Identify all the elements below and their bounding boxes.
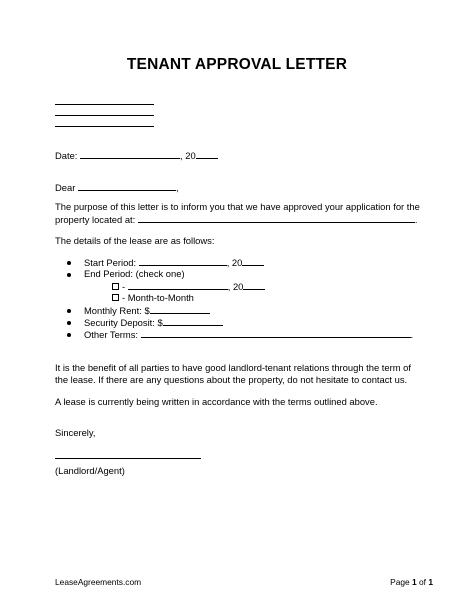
details-intro: The details of the lease are as follows: — [55, 235, 215, 246]
other-terms-label: Other Terms: — [84, 329, 139, 340]
bullet — [67, 309, 71, 313]
purpose-line-1: The purpose of this letter is to inform you that we have approved your application for the — [55, 201, 420, 212]
month-to-month-option — [112, 292, 194, 304]
start-period-blank — [139, 256, 227, 266]
bullet — [67, 261, 71, 265]
other-terms-blank — [141, 328, 411, 338]
start-period-label: Start Period: — [84, 257, 137, 268]
security-deposit-label: Security Deposit: $ — [84, 317, 163, 328]
monthly-rent-blank — [150, 304, 210, 314]
document-title: TENANT APPROVAL LETTER — [126, 56, 348, 73]
property-period: . — [414, 214, 418, 225]
date-label: Date: — [55, 150, 78, 161]
page-label: Page — [390, 577, 410, 587]
closing-para-line-2: the lease. If there are any questions about the property, do not hesitate to contact us. — [55, 374, 408, 385]
date-blank — [80, 149, 180, 159]
recipient-blank — [78, 181, 176, 191]
address-line-1 — [55, 104, 154, 105]
bullet — [67, 333, 71, 337]
start-year-blank — [242, 256, 264, 266]
footer-page-number — [390, 577, 433, 587]
page-current: 1 — [412, 577, 417, 587]
purpose-line-2 — [55, 213, 417, 226]
property-address-blank — [138, 213, 415, 223]
bullet — [67, 273, 71, 277]
footer-site: LeaseAgreements.com — [55, 577, 142, 587]
end-period-label: End Period: (check one) — [84, 268, 185, 279]
date-year-prefix: , 20 — [180, 150, 196, 161]
other-terms-line — [84, 328, 413, 341]
month-to-month-label: - Month-to-Month — [122, 292, 194, 303]
monthly-rent-label: Monthly Rent: $ — [84, 305, 150, 316]
property-label: property located at: — [55, 214, 136, 225]
checkbox-month-to-month[interactable] — [112, 294, 119, 301]
end-date-dash: - — [122, 281, 126, 292]
dear-label: Dear — [55, 182, 76, 193]
security-deposit-blank — [163, 316, 223, 326]
date-line — [55, 149, 218, 162]
end-year-blank — [243, 280, 265, 290]
address-line-2 — [55, 115, 154, 116]
other-terms-period: . — [410, 329, 414, 340]
closing-para-line-1: It is the benefit of all parties to have good landlord-tenant relations through the term of — [55, 362, 411, 373]
address-line-3 — [55, 126, 154, 127]
start-year-prefix: , 20 — [226, 257, 243, 268]
salutation — [55, 181, 179, 194]
sincerely: Sincerely, — [55, 427, 96, 438]
end-date-blank — [128, 280, 228, 290]
lease-written-line: A lease is currently being written in accordance with the terms outlined above. — [55, 396, 378, 407]
signature-label: (Landlord/Agent) — [55, 465, 125, 476]
bullet — [67, 321, 71, 325]
date-year-blank — [196, 149, 218, 159]
page-of: of — [419, 577, 426, 587]
checkbox-end-date[interactable] — [112, 283, 119, 290]
end-year-prefix: , 20 — [227, 281, 244, 292]
page-total: 1 — [428, 577, 433, 587]
signature-line — [55, 458, 201, 459]
dear-comma: , — [175, 182, 179, 193]
